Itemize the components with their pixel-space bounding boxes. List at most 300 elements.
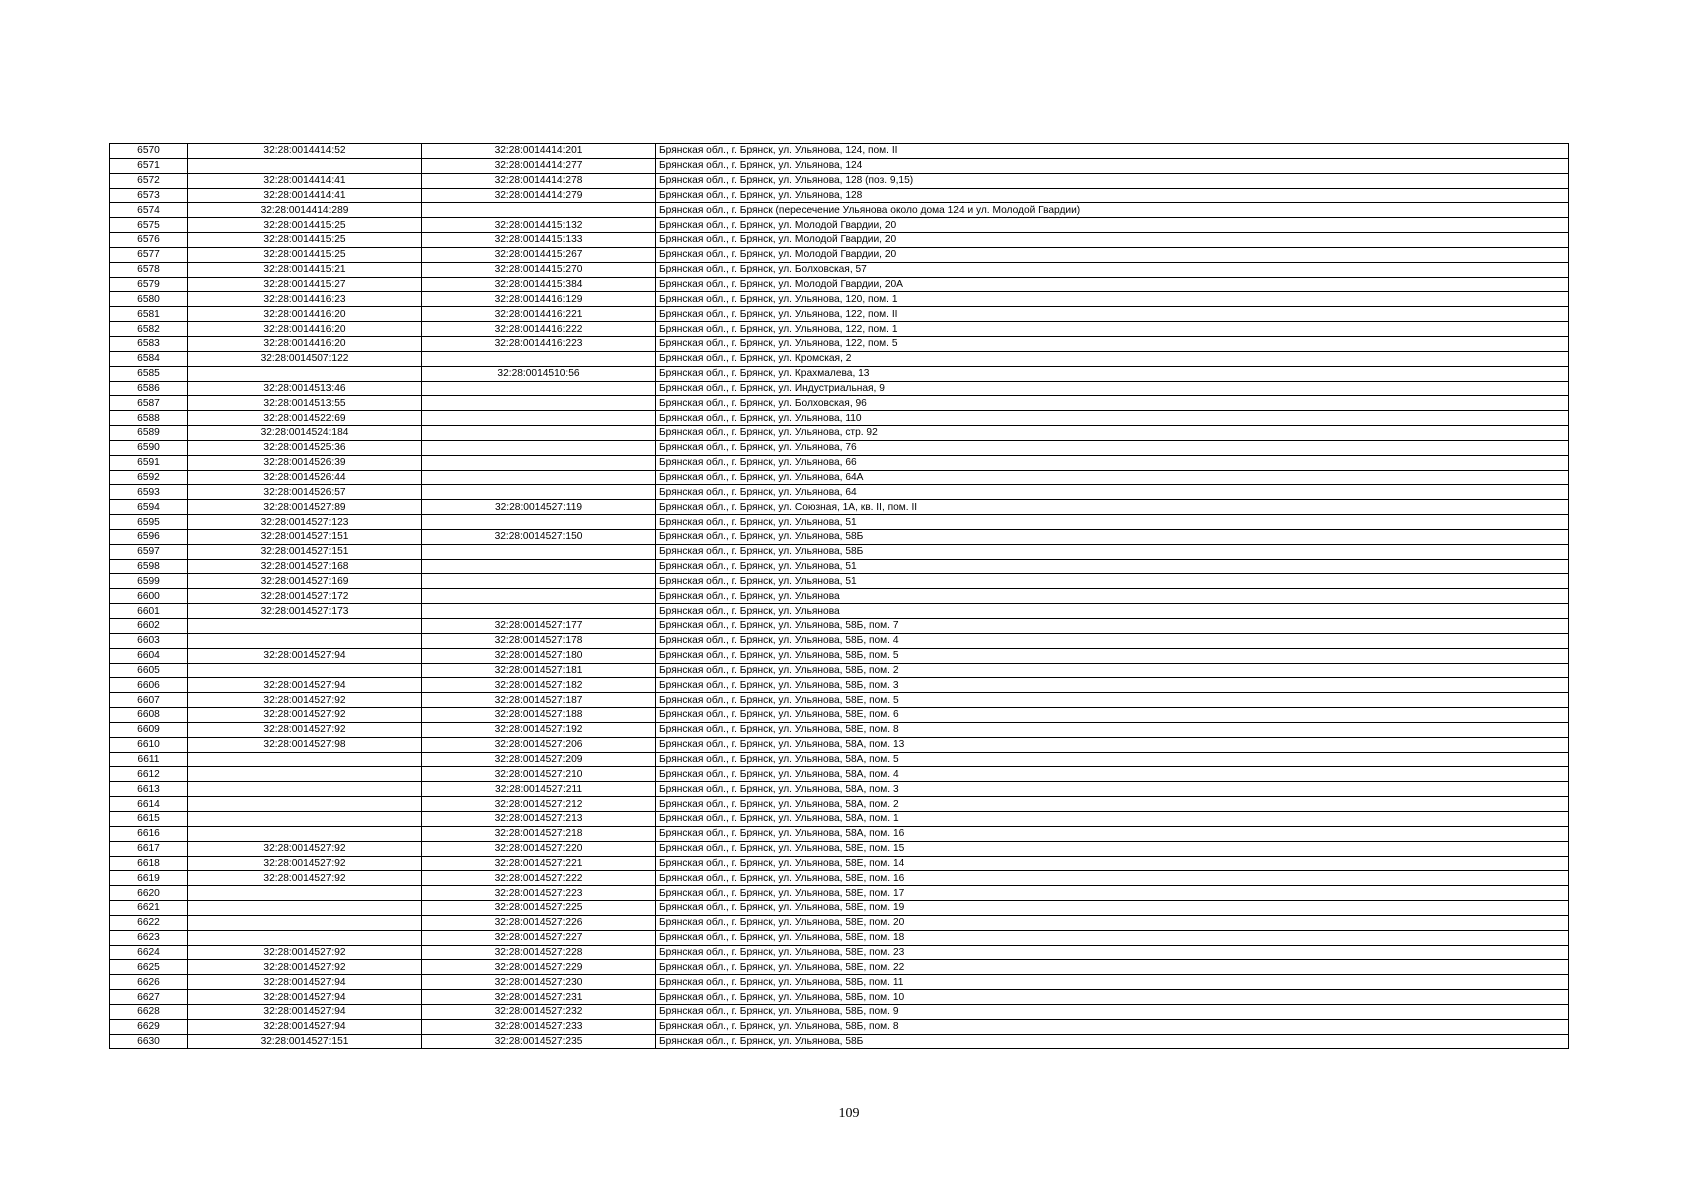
land-cadastral-number-cell — [188, 633, 422, 648]
object-cadastral-number-cell: 32:28:0014527:119 — [422, 500, 656, 515]
object-cadastral-number-cell: 32:28:0014527:212 — [422, 797, 656, 812]
row-number-cell: 6571 — [110, 158, 188, 173]
row-number-cell: 6597 — [110, 544, 188, 559]
row-number-cell: 6618 — [110, 856, 188, 871]
land-cadastral-number-cell — [188, 826, 422, 841]
row-number-cell: 6598 — [110, 559, 188, 574]
land-cadastral-number-cell — [188, 619, 422, 634]
row-number-cell: 6607 — [110, 693, 188, 708]
object-cadastral-number-cell: 32:28:0014527:222 — [422, 871, 656, 886]
row-number-cell: 6630 — [110, 1034, 188, 1049]
land-cadastral-number-cell: 32:28:0014527:92 — [188, 841, 422, 856]
table-row — [110, 871, 1569, 886]
row-number-cell: 6592 — [110, 470, 188, 485]
row-number-cell: 6600 — [110, 589, 188, 604]
row-number-cell: 6629 — [110, 1019, 188, 1034]
table-row — [110, 559, 1569, 574]
row-number-cell: 6603 — [110, 633, 188, 648]
address-cell: Брянская обл., г. Брянск, ул. Ульянова, 122, пом. II — [656, 307, 1569, 322]
land-cadastral-number-cell — [188, 767, 422, 782]
land-cadastral-number-cell: 32:28:0014415:21 — [188, 262, 422, 277]
row-number-cell: 6580 — [110, 292, 188, 307]
land-cadastral-number-cell — [188, 811, 422, 826]
row-number-cell: 6589 — [110, 426, 188, 441]
table-row — [110, 648, 1569, 663]
land-cadastral-number-cell: 32:28:0014526:39 — [188, 455, 422, 470]
row-number-cell: 6625 — [110, 960, 188, 975]
land-cadastral-number-cell: 32:28:0014527:94 — [188, 1019, 422, 1034]
address-cell: Брянская обл., г. Брянск, ул. Союзная, 1А, кв. II, пом. II — [656, 500, 1569, 515]
address-cell: Брянская обл., г. Брянск, ул. Ульянова, 58Б, пом. 7 — [656, 619, 1569, 634]
land-cadastral-number-cell: 32:28:0014414:289 — [188, 203, 422, 218]
row-number-cell: 6588 — [110, 411, 188, 426]
row-number-cell: 6587 — [110, 396, 188, 411]
row-number-cell: 6616 — [110, 826, 188, 841]
address-cell: Брянская обл., г. Брянск, ул. Ульянова, 120, пом. 1 — [656, 292, 1569, 307]
address-cell: Брянская обл., г. Брянск, ул. Ульянова, 58Е, пом. 14 — [656, 856, 1569, 871]
row-number-cell: 6604 — [110, 648, 188, 663]
object-cadastral-number-cell: 32:28:0014415:270 — [422, 262, 656, 277]
row-number-cell: 6578 — [110, 262, 188, 277]
table-row — [110, 663, 1569, 678]
table-row — [110, 515, 1569, 530]
land-cadastral-number-cell — [188, 915, 422, 930]
address-cell: Брянская обл., г. Брянск, ул. Ульянова, 58Б, пом. 10 — [656, 990, 1569, 1005]
address-cell: Брянская обл., г. Брянск, ул. Ульянова, 58А, пом. 1 — [656, 811, 1569, 826]
object-cadastral-number-cell — [422, 485, 656, 500]
row-number-cell: 6583 — [110, 336, 188, 351]
table-row — [110, 485, 1569, 500]
address-cell: Брянская обл., г. Брянск, ул. Ульянова, 58Б, пом. 4 — [656, 633, 1569, 648]
table-row — [110, 960, 1569, 975]
row-number-cell: 6619 — [110, 871, 188, 886]
land-cadastral-number-cell — [188, 752, 422, 767]
table-row — [110, 693, 1569, 708]
row-number-cell: 6585 — [110, 366, 188, 381]
table-row — [110, 322, 1569, 337]
address-cell: Брянская обл., г. Брянск, ул. Ульянова, 128 (поз. 9,15) — [656, 173, 1569, 188]
object-cadastral-number-cell: 32:28:0014527:221 — [422, 856, 656, 871]
address-cell: Брянская обл., г. Брянск, ул. Молодой Гвардии, 20А — [656, 277, 1569, 292]
address-cell: Брянская обл., г. Брянск, ул. Ульянова, 66 — [656, 455, 1569, 470]
table-row — [110, 678, 1569, 693]
object-cadastral-number-cell: 32:28:0014415:133 — [422, 233, 656, 248]
land-cadastral-number-cell: 32:28:0014414:52 — [188, 144, 422, 159]
address-cell: Брянская обл., г. Брянск, ул. Ульянова — [656, 589, 1569, 604]
row-number-cell: 6615 — [110, 811, 188, 826]
table-row — [110, 797, 1569, 812]
object-cadastral-number-cell — [422, 455, 656, 470]
object-cadastral-number-cell: 32:28:0014527:220 — [422, 841, 656, 856]
object-cadastral-number-cell — [422, 559, 656, 574]
object-cadastral-number-cell: 32:28:0014527:218 — [422, 826, 656, 841]
row-number-cell: 6628 — [110, 1004, 188, 1019]
land-cadastral-number-cell: 32:28:0014527:92 — [188, 960, 422, 975]
address-cell: Брянская обл., г. Брянск, ул. Ульянова, 58Б, пом. 11 — [656, 975, 1569, 990]
object-cadastral-number-cell: 32:28:0014527:181 — [422, 663, 656, 678]
table-row — [110, 233, 1569, 248]
land-cadastral-number-cell: 32:28:0014527:151 — [188, 529, 422, 544]
row-number-cell: 6591 — [110, 455, 188, 470]
table-row — [110, 752, 1569, 767]
row-number-cell: 6609 — [110, 722, 188, 737]
row-number-cell: 6613 — [110, 782, 188, 797]
object-cadastral-number-cell — [422, 574, 656, 589]
table-row — [110, 901, 1569, 916]
land-cadastral-number-cell: 32:28:0014416:20 — [188, 322, 422, 337]
address-cell: Брянская обл., г. Брянск, ул. Крахмалева, 13 — [656, 366, 1569, 381]
land-cadastral-number-cell — [188, 930, 422, 945]
row-number-cell: 6576 — [110, 233, 188, 248]
object-cadastral-number-cell: 32:28:0014527:225 — [422, 901, 656, 916]
land-cadastral-number-cell: 32:28:0014527:94 — [188, 990, 422, 1005]
address-cell: Брянская обл., г. Брянск, ул. Ульянова, 58Е, пом. 5 — [656, 693, 1569, 708]
row-number-cell: 6590 — [110, 440, 188, 455]
row-number-cell: 6602 — [110, 619, 188, 634]
object-cadastral-number-cell: 32:28:0014416:221 — [422, 307, 656, 322]
address-cell: Брянская обл., г. Брянск, ул. Ульянова, 58Е, пом. 18 — [656, 930, 1569, 945]
row-number-cell: 6605 — [110, 663, 188, 678]
land-cadastral-number-cell: 32:28:0014416:20 — [188, 336, 422, 351]
object-cadastral-number-cell — [422, 381, 656, 396]
row-number-cell: 6586 — [110, 381, 188, 396]
table-row — [110, 1019, 1569, 1034]
table-row — [110, 173, 1569, 188]
table-row — [110, 604, 1569, 619]
object-cadastral-number-cell: 32:28:0014415:384 — [422, 277, 656, 292]
object-cadastral-number-cell: 32:28:0014527:231 — [422, 990, 656, 1005]
object-cadastral-number-cell — [422, 515, 656, 530]
object-cadastral-number-cell: 32:28:0014414:279 — [422, 188, 656, 203]
address-cell: Брянская обл., г. Брянск, ул. Ульянова, 58А, пом. 16 — [656, 826, 1569, 841]
row-number-cell: 6627 — [110, 990, 188, 1005]
table-row — [110, 574, 1569, 589]
table-row — [110, 381, 1569, 396]
address-cell: Брянская обл., г. Брянск, ул. Ульянова, 58Е, пом. 6 — [656, 708, 1569, 723]
row-number-cell: 6575 — [110, 218, 188, 233]
address-cell: Брянская обл., г. Брянск, ул. Молодой Гвардии, 20 — [656, 218, 1569, 233]
row-number-cell: 6582 — [110, 322, 188, 337]
table-row — [110, 589, 1569, 604]
table-row — [110, 351, 1569, 366]
row-number-cell: 6626 — [110, 975, 188, 990]
table-row — [110, 500, 1569, 515]
row-number-cell: 6579 — [110, 277, 188, 292]
table-row — [110, 529, 1569, 544]
table-row — [110, 841, 1569, 856]
object-cadastral-number-cell: 32:28:0014416:223 — [422, 336, 656, 351]
row-number-cell: 6623 — [110, 930, 188, 945]
address-cell: Брянская обл., г. Брянск, ул. Ульянова, 51 — [656, 515, 1569, 530]
row-number-cell: 6608 — [110, 708, 188, 723]
table-row — [110, 292, 1569, 307]
object-cadastral-number-cell: 32:28:0014527:206 — [422, 737, 656, 752]
land-cadastral-number-cell: 32:28:0014527:92 — [188, 871, 422, 886]
address-cell: Брянская обл., г. Брянск, ул. Ульянова, 110 — [656, 411, 1569, 426]
address-cell: Брянская обл., г. Брянск, ул. Ульянова, стр. 92 — [656, 426, 1569, 441]
address-cell: Брянская обл., г. Брянск, ул. Болховская, 57 — [656, 262, 1569, 277]
row-number-cell: 6593 — [110, 485, 188, 500]
address-cell: Брянская обл., г. Брянск, ул. Ульянова, 58Е, пом. 19 — [656, 901, 1569, 916]
table-row — [110, 336, 1569, 351]
property-registry-table — [109, 143, 1569, 1049]
address-cell: Брянская обл., г. Брянск, ул. Болховская, 96 — [656, 396, 1569, 411]
address-cell: Брянская обл., г. Брянск (пересечение Ульянова около дома 124 и ул. Молодой Гвардии) — [656, 203, 1569, 218]
address-cell: Брянская обл., г. Брянск, ул. Ульянова, 58А, пом. 2 — [656, 797, 1569, 812]
land-cadastral-number-cell: 32:28:0014527:169 — [188, 574, 422, 589]
object-cadastral-number-cell: 32:28:0014527:150 — [422, 529, 656, 544]
address-cell: Брянская обл., г. Брянск, ул. Ульянова, 58Б — [656, 1034, 1569, 1049]
table-row — [110, 544, 1569, 559]
land-cadastral-number-cell: 32:28:0014507:122 — [188, 351, 422, 366]
table-row — [110, 144, 1569, 159]
address-cell: Брянская обл., г. Брянск, ул. Ульянова, 124 — [656, 158, 1569, 173]
table-row — [110, 722, 1569, 737]
object-cadastral-number-cell — [422, 440, 656, 455]
table-row — [110, 203, 1569, 218]
address-cell: Брянская обл., г. Брянск, ул. Ульянова, 58Б — [656, 544, 1569, 559]
object-cadastral-number-cell: 32:28:0014527:188 — [422, 708, 656, 723]
row-number-cell: 6611 — [110, 752, 188, 767]
address-cell: Брянская обл., г. Брянск, ул. Ульянова, 51 — [656, 559, 1569, 574]
table-row — [110, 396, 1569, 411]
object-cadastral-number-cell: 32:28:0014527:213 — [422, 811, 656, 826]
object-cadastral-number-cell — [422, 589, 656, 604]
land-cadastral-number-cell: 32:28:0014416:23 — [188, 292, 422, 307]
address-cell: Брянская обл., г. Брянск, ул. Ульянова, 58Б, пом. 9 — [656, 1004, 1569, 1019]
table-row — [110, 188, 1569, 203]
object-cadastral-number-cell: 32:28:0014527:233 — [422, 1019, 656, 1034]
object-cadastral-number-cell — [422, 411, 656, 426]
row-number-cell: 6621 — [110, 901, 188, 916]
address-cell: Брянская обл., г. Брянск, ул. Ульянова, 64 — [656, 485, 1569, 500]
object-cadastral-number-cell: 32:28:0014527:227 — [422, 930, 656, 945]
address-cell: Брянская обл., г. Брянск, ул. Ульянова, 58Е, пом. 8 — [656, 722, 1569, 737]
address-cell: Брянская обл., г. Брянск, ул. Ульянова, 64А — [656, 470, 1569, 485]
object-cadastral-number-cell: 32:28:0014527:209 — [422, 752, 656, 767]
row-number-cell: 6622 — [110, 915, 188, 930]
land-cadastral-number-cell — [188, 782, 422, 797]
land-cadastral-number-cell: 32:28:0014527:151 — [188, 544, 422, 559]
object-cadastral-number-cell — [422, 203, 656, 218]
object-cadastral-number-cell: 32:28:0014527:228 — [422, 945, 656, 960]
address-cell: Брянская обл., г. Брянск, ул. Ульянова, 122, пом. 1 — [656, 322, 1569, 337]
row-number-cell: 6595 — [110, 515, 188, 530]
address-cell: Брянская обл., г. Брянск, ул. Ульянова, 122, пом. 5 — [656, 336, 1569, 351]
row-number-cell: 6594 — [110, 500, 188, 515]
table-row — [110, 1034, 1569, 1049]
object-cadastral-number-cell — [422, 544, 656, 559]
object-cadastral-number-cell: 32:28:0014527:211 — [422, 782, 656, 797]
land-cadastral-number-cell: 32:28:0014415:27 — [188, 277, 422, 292]
object-cadastral-number-cell: 32:28:0014414:278 — [422, 173, 656, 188]
table-row — [110, 262, 1569, 277]
object-cadastral-number-cell: 32:28:0014527:210 — [422, 767, 656, 782]
table-row — [110, 856, 1569, 871]
row-number-cell: 6570 — [110, 144, 188, 159]
address-cell: Брянская обл., г. Брянск, ул. Кромская, 2 — [656, 351, 1569, 366]
land-cadastral-number-cell: 32:28:0014527:94 — [188, 1004, 422, 1019]
row-number-cell: 6620 — [110, 886, 188, 901]
address-cell: Брянская обл., г. Брянск, ул. Ульянова, 58А, пом. 3 — [656, 782, 1569, 797]
land-cadastral-number-cell: 32:28:0014415:25 — [188, 233, 422, 248]
land-cadastral-number-cell: 32:28:0014513:46 — [188, 381, 422, 396]
table-row — [110, 455, 1569, 470]
table-row — [110, 915, 1569, 930]
row-number-cell: 6573 — [110, 188, 188, 203]
land-cadastral-number-cell: 32:28:0014527:173 — [188, 604, 422, 619]
land-cadastral-number-cell: 32:28:0014415:25 — [188, 247, 422, 262]
land-cadastral-number-cell: 32:28:0014525:36 — [188, 440, 422, 455]
object-cadastral-number-cell — [422, 351, 656, 366]
row-number-cell: 6601 — [110, 604, 188, 619]
land-cadastral-number-cell: 32:28:0014527:94 — [188, 648, 422, 663]
address-cell: Брянская обл., г. Брянск, ул. Ульянова, 128 — [656, 188, 1569, 203]
table-row — [110, 945, 1569, 960]
table-row — [110, 426, 1569, 441]
object-cadastral-number-cell: 32:28:0014527:232 — [422, 1004, 656, 1019]
table-row — [110, 158, 1569, 173]
object-cadastral-number-cell: 32:28:0014415:132 — [422, 218, 656, 233]
object-cadastral-number-cell: 32:28:0014527:178 — [422, 633, 656, 648]
table-body — [110, 144, 1569, 1049]
row-number-cell: 6584 — [110, 351, 188, 366]
object-cadastral-number-cell: 32:28:0014414:277 — [422, 158, 656, 173]
land-cadastral-number-cell: 32:28:0014527:92 — [188, 708, 422, 723]
table-row — [110, 886, 1569, 901]
address-cell: Брянская обл., г. Брянск, ул. Ульянова, 58Б, пом. 5 — [656, 648, 1569, 663]
row-number-cell: 6572 — [110, 173, 188, 188]
land-cadastral-number-cell — [188, 886, 422, 901]
row-number-cell: 6606 — [110, 678, 188, 693]
object-cadastral-number-cell: 32:28:0014527:226 — [422, 915, 656, 930]
address-cell: Брянская обл., г. Брянск, ул. Ульянова, 58Е, пом. 23 — [656, 945, 1569, 960]
object-cadastral-number-cell: 32:28:0014527:182 — [422, 678, 656, 693]
land-cadastral-number-cell: 32:28:0014527:151 — [188, 1034, 422, 1049]
land-cadastral-number-cell: 32:28:0014513:55 — [188, 396, 422, 411]
land-cadastral-number-cell: 32:28:0014526:57 — [188, 485, 422, 500]
address-cell: Брянская обл., г. Брянск, ул. Ульянова, 58Б, пом. 8 — [656, 1019, 1569, 1034]
row-number-cell: 6614 — [110, 797, 188, 812]
land-cadastral-number-cell: 32:28:0014414:41 — [188, 173, 422, 188]
row-number-cell: 6596 — [110, 529, 188, 544]
object-cadastral-number-cell: 32:28:0014527:180 — [422, 648, 656, 663]
land-cadastral-number-cell: 32:28:0014527:92 — [188, 945, 422, 960]
address-cell: Брянская обл., г. Брянск, ул. Ульянова, 58Е, пом. 20 — [656, 915, 1569, 930]
land-cadastral-number-cell: 32:28:0014526:44 — [188, 470, 422, 485]
land-cadastral-number-cell — [188, 158, 422, 173]
address-cell: Брянская обл., г. Брянск, ул. Ульянова, 58А, пом. 4 — [656, 767, 1569, 782]
land-cadastral-number-cell: 32:28:0014522:69 — [188, 411, 422, 426]
land-cadastral-number-cell: 32:28:0014527:94 — [188, 678, 422, 693]
table-row — [110, 930, 1569, 945]
object-cadastral-number-cell — [422, 470, 656, 485]
object-cadastral-number-cell — [422, 426, 656, 441]
address-cell: Брянская обл., г. Брянск, ул. Ульянова, 58Е, пом. 22 — [656, 960, 1569, 975]
address-cell: Брянская обл., г. Брянск, ул. Ульянова, 58Е, пом. 17 — [656, 886, 1569, 901]
land-cadastral-number-cell: 32:28:0014527:92 — [188, 856, 422, 871]
table-row — [110, 737, 1569, 752]
table-row — [110, 218, 1569, 233]
object-cadastral-number-cell: 32:28:0014527:229 — [422, 960, 656, 975]
land-cadastral-number-cell — [188, 663, 422, 678]
land-cadastral-number-cell: 32:28:0014527:172 — [188, 589, 422, 604]
object-cadastral-number-cell: 32:28:0014415:267 — [422, 247, 656, 262]
row-number-cell: 6599 — [110, 574, 188, 589]
object-cadastral-number-cell: 32:28:0014527:235 — [422, 1034, 656, 1049]
address-cell: Брянская обл., г. Брянск, ул. Ульянова — [656, 604, 1569, 619]
table-row — [110, 826, 1569, 841]
table-row — [110, 411, 1569, 426]
row-number-cell: 6612 — [110, 767, 188, 782]
land-cadastral-number-cell: 32:28:0014527:89 — [188, 500, 422, 515]
row-number-cell: 6610 — [110, 737, 188, 752]
land-cadastral-number-cell — [188, 366, 422, 381]
land-cadastral-number-cell — [188, 901, 422, 916]
land-cadastral-number-cell: 32:28:0014527:168 — [188, 559, 422, 574]
table-row — [110, 277, 1569, 292]
object-cadastral-number-cell: 32:28:0014414:201 — [422, 144, 656, 159]
address-cell: Брянская обл., г. Брянск, ул. Ульянова, 58Б, пом. 3 — [656, 678, 1569, 693]
land-cadastral-number-cell: 32:28:0014527:98 — [188, 737, 422, 752]
land-cadastral-number-cell: 32:28:0014527:94 — [188, 975, 422, 990]
address-cell: Брянская обл., г. Брянск, ул. Ульянова, 58Б — [656, 529, 1569, 544]
land-cadastral-number-cell: 32:28:0014415:25 — [188, 218, 422, 233]
address-cell: Брянская обл., г. Брянск, ул. Молодой Гвардии, 20 — [656, 233, 1569, 248]
page-number: 109 — [838, 1106, 860, 1121]
row-number-cell: 6617 — [110, 841, 188, 856]
row-number-cell: 6577 — [110, 247, 188, 262]
object-cadastral-number-cell: 32:28:0014527:223 — [422, 886, 656, 901]
address-cell: Брянская обл., г. Брянск, ул. Ульянова, 124, пом. II — [656, 144, 1569, 159]
address-cell: Брянская обл., г. Брянск, ул. Ульянова, 58А, пом. 13 — [656, 737, 1569, 752]
address-cell: Брянская обл., г. Брянск, ул. Индустриальная, 9 — [656, 381, 1569, 396]
land-cadastral-number-cell: 32:28:0014527:123 — [188, 515, 422, 530]
table-row — [110, 1004, 1569, 1019]
object-cadastral-number-cell: 32:28:0014527:177 — [422, 619, 656, 634]
table-row — [110, 619, 1569, 634]
address-cell: Брянская обл., г. Брянск, ул. Ульянова, 58А, пом. 5 — [656, 752, 1569, 767]
table-row — [110, 767, 1569, 782]
table-row — [110, 708, 1569, 723]
object-cadastral-number-cell: 32:28:0014527:187 — [422, 693, 656, 708]
row-number-cell: 6574 — [110, 203, 188, 218]
table-row — [110, 307, 1569, 322]
land-cadastral-number-cell: 32:28:0014527:92 — [188, 722, 422, 737]
land-cadastral-number-cell: 32:28:0014524:184 — [188, 426, 422, 441]
address-cell: Брянская обл., г. Брянск, ул. Молодой Гвардии, 20 — [656, 247, 1569, 262]
land-cadastral-number-cell: 32:28:0014527:92 — [188, 693, 422, 708]
address-cell: Брянская обл., г. Брянск, ул. Ульянова, 58Е, пом. 15 — [656, 841, 1569, 856]
land-cadastral-number-cell — [188, 797, 422, 812]
object-cadastral-number-cell: 32:28:0014510:56 — [422, 366, 656, 381]
table-row — [110, 782, 1569, 797]
table-row — [110, 470, 1569, 485]
object-cadastral-number-cell — [422, 396, 656, 411]
row-number-cell: 6624 — [110, 945, 188, 960]
address-cell: Брянская обл., г. Брянск, ул. Ульянова, 76 — [656, 440, 1569, 455]
table-row — [110, 366, 1569, 381]
table-row — [110, 811, 1569, 826]
table-row — [110, 990, 1569, 1005]
land-cadastral-number-cell: 32:28:0014414:41 — [188, 188, 422, 203]
address-cell: Брянская обл., г. Брянск, ул. Ульянова, 51 — [656, 574, 1569, 589]
land-cadastral-number-cell: 32:28:0014416:20 — [188, 307, 422, 322]
row-number-cell: 6581 — [110, 307, 188, 322]
object-cadastral-number-cell: 32:28:0014416:222 — [422, 322, 656, 337]
table-row — [110, 247, 1569, 262]
object-cadastral-number-cell — [422, 604, 656, 619]
